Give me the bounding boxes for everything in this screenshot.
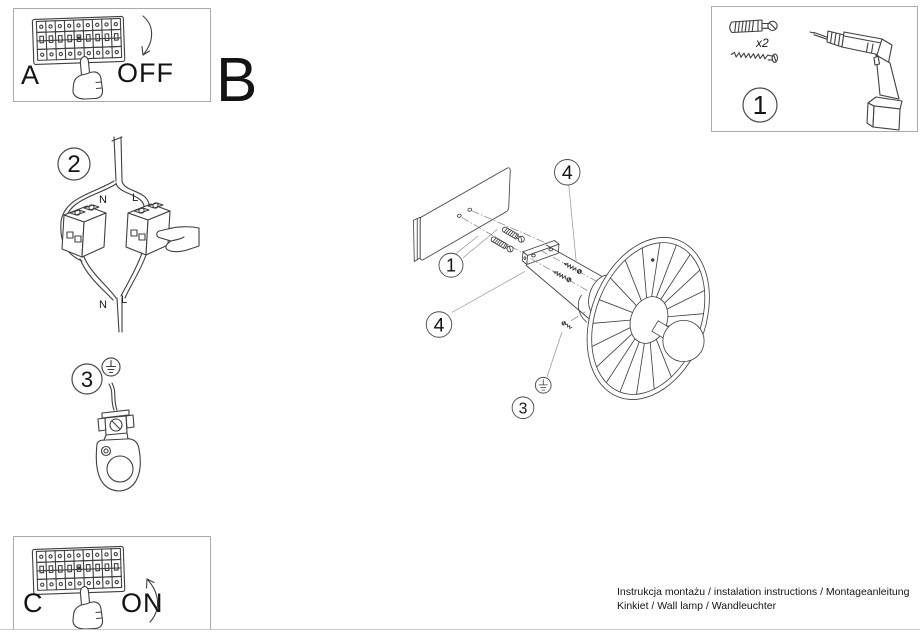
wall-panel [414,168,511,262]
callout-4-top-number: 4 [561,162,573,184]
terminal-block-left [62,205,106,257]
wall-plug-with-screw [490,236,514,253]
callout-3-number: 3 [518,400,528,418]
breaker-panel-icon [32,16,125,64]
spoked-shade-disc [565,220,732,418]
ground-terminal [98,410,134,435]
drill-icon [810,31,902,130]
breaker-on-illustration [14,537,210,629]
section-b-label: B [216,46,258,115]
wire-label-l-top: L [132,192,139,204]
ground-wire [109,383,117,410]
power-on-text: ON [121,588,164,618]
screw-icon [731,51,778,63]
leader-line-ground [547,332,562,377]
step-c-box [13,536,211,630]
wire-label-l-bottom: L [121,294,128,306]
tools-parts-illustration [712,7,917,131]
ground-screw-axis [571,312,585,321]
footer-text [617,586,909,613]
step-a-label: A [21,60,40,90]
wiring-step-illustration [45,135,220,340]
wall-plug-with-screw [501,226,525,243]
ground-wire-hook [578,295,586,322]
screw-quantity-label: x2 [756,36,769,50]
terminal-block-right [126,203,170,255]
step-c-label: C [23,588,43,618]
wall-plug-icon [730,20,777,33]
wire-label-n-bottom: N [99,299,107,311]
page-divider [0,629,920,630]
footer-product-line: Kinkiet / Wall lamp / Wandleuchter [617,599,777,612]
callout-4-bottom-number: 4 [433,314,445,337]
step-a-box [13,8,211,102]
leader-line-step4-bottom [452,271,526,312]
fixing-screw [552,269,572,283]
light-bulb [663,320,704,361]
ground-screw [561,320,573,330]
step-1-number: 1 [752,90,768,120]
breaker-panel-icon [32,546,125,594]
ground-icon [102,358,120,376]
tools-parts-box [711,6,918,132]
ground-icon [535,377,551,393]
step-2-number: 2 [67,151,81,178]
lamp-wires [80,253,146,332]
step-3-number: 3 [80,367,94,392]
fixing-screw [563,261,583,275]
lamp-base-back [96,433,140,491]
breaker-terminals-top [40,552,118,558]
callout-1-number: 1 [445,255,457,276]
breaker-terminals-bottom [41,50,119,56]
power-off-text: OFF [117,58,174,88]
arrow-down-icon [142,16,152,55]
ground-step-illustration [58,350,173,500]
wire-label-n-top: N [99,194,107,206]
breaker-terminals-top [40,22,118,28]
mounting-bracket [522,241,559,265]
pressing-hand-icon [157,227,199,252]
breaker-terminals-bottom [41,580,119,586]
assembly-diagram [330,140,920,560]
leader-line-step4-top [569,185,577,262]
footer-title-line: Instrukcja montażu / instalation instructions / Montageanleitung [617,586,910,598]
breaker-off-illustration [14,9,210,101]
